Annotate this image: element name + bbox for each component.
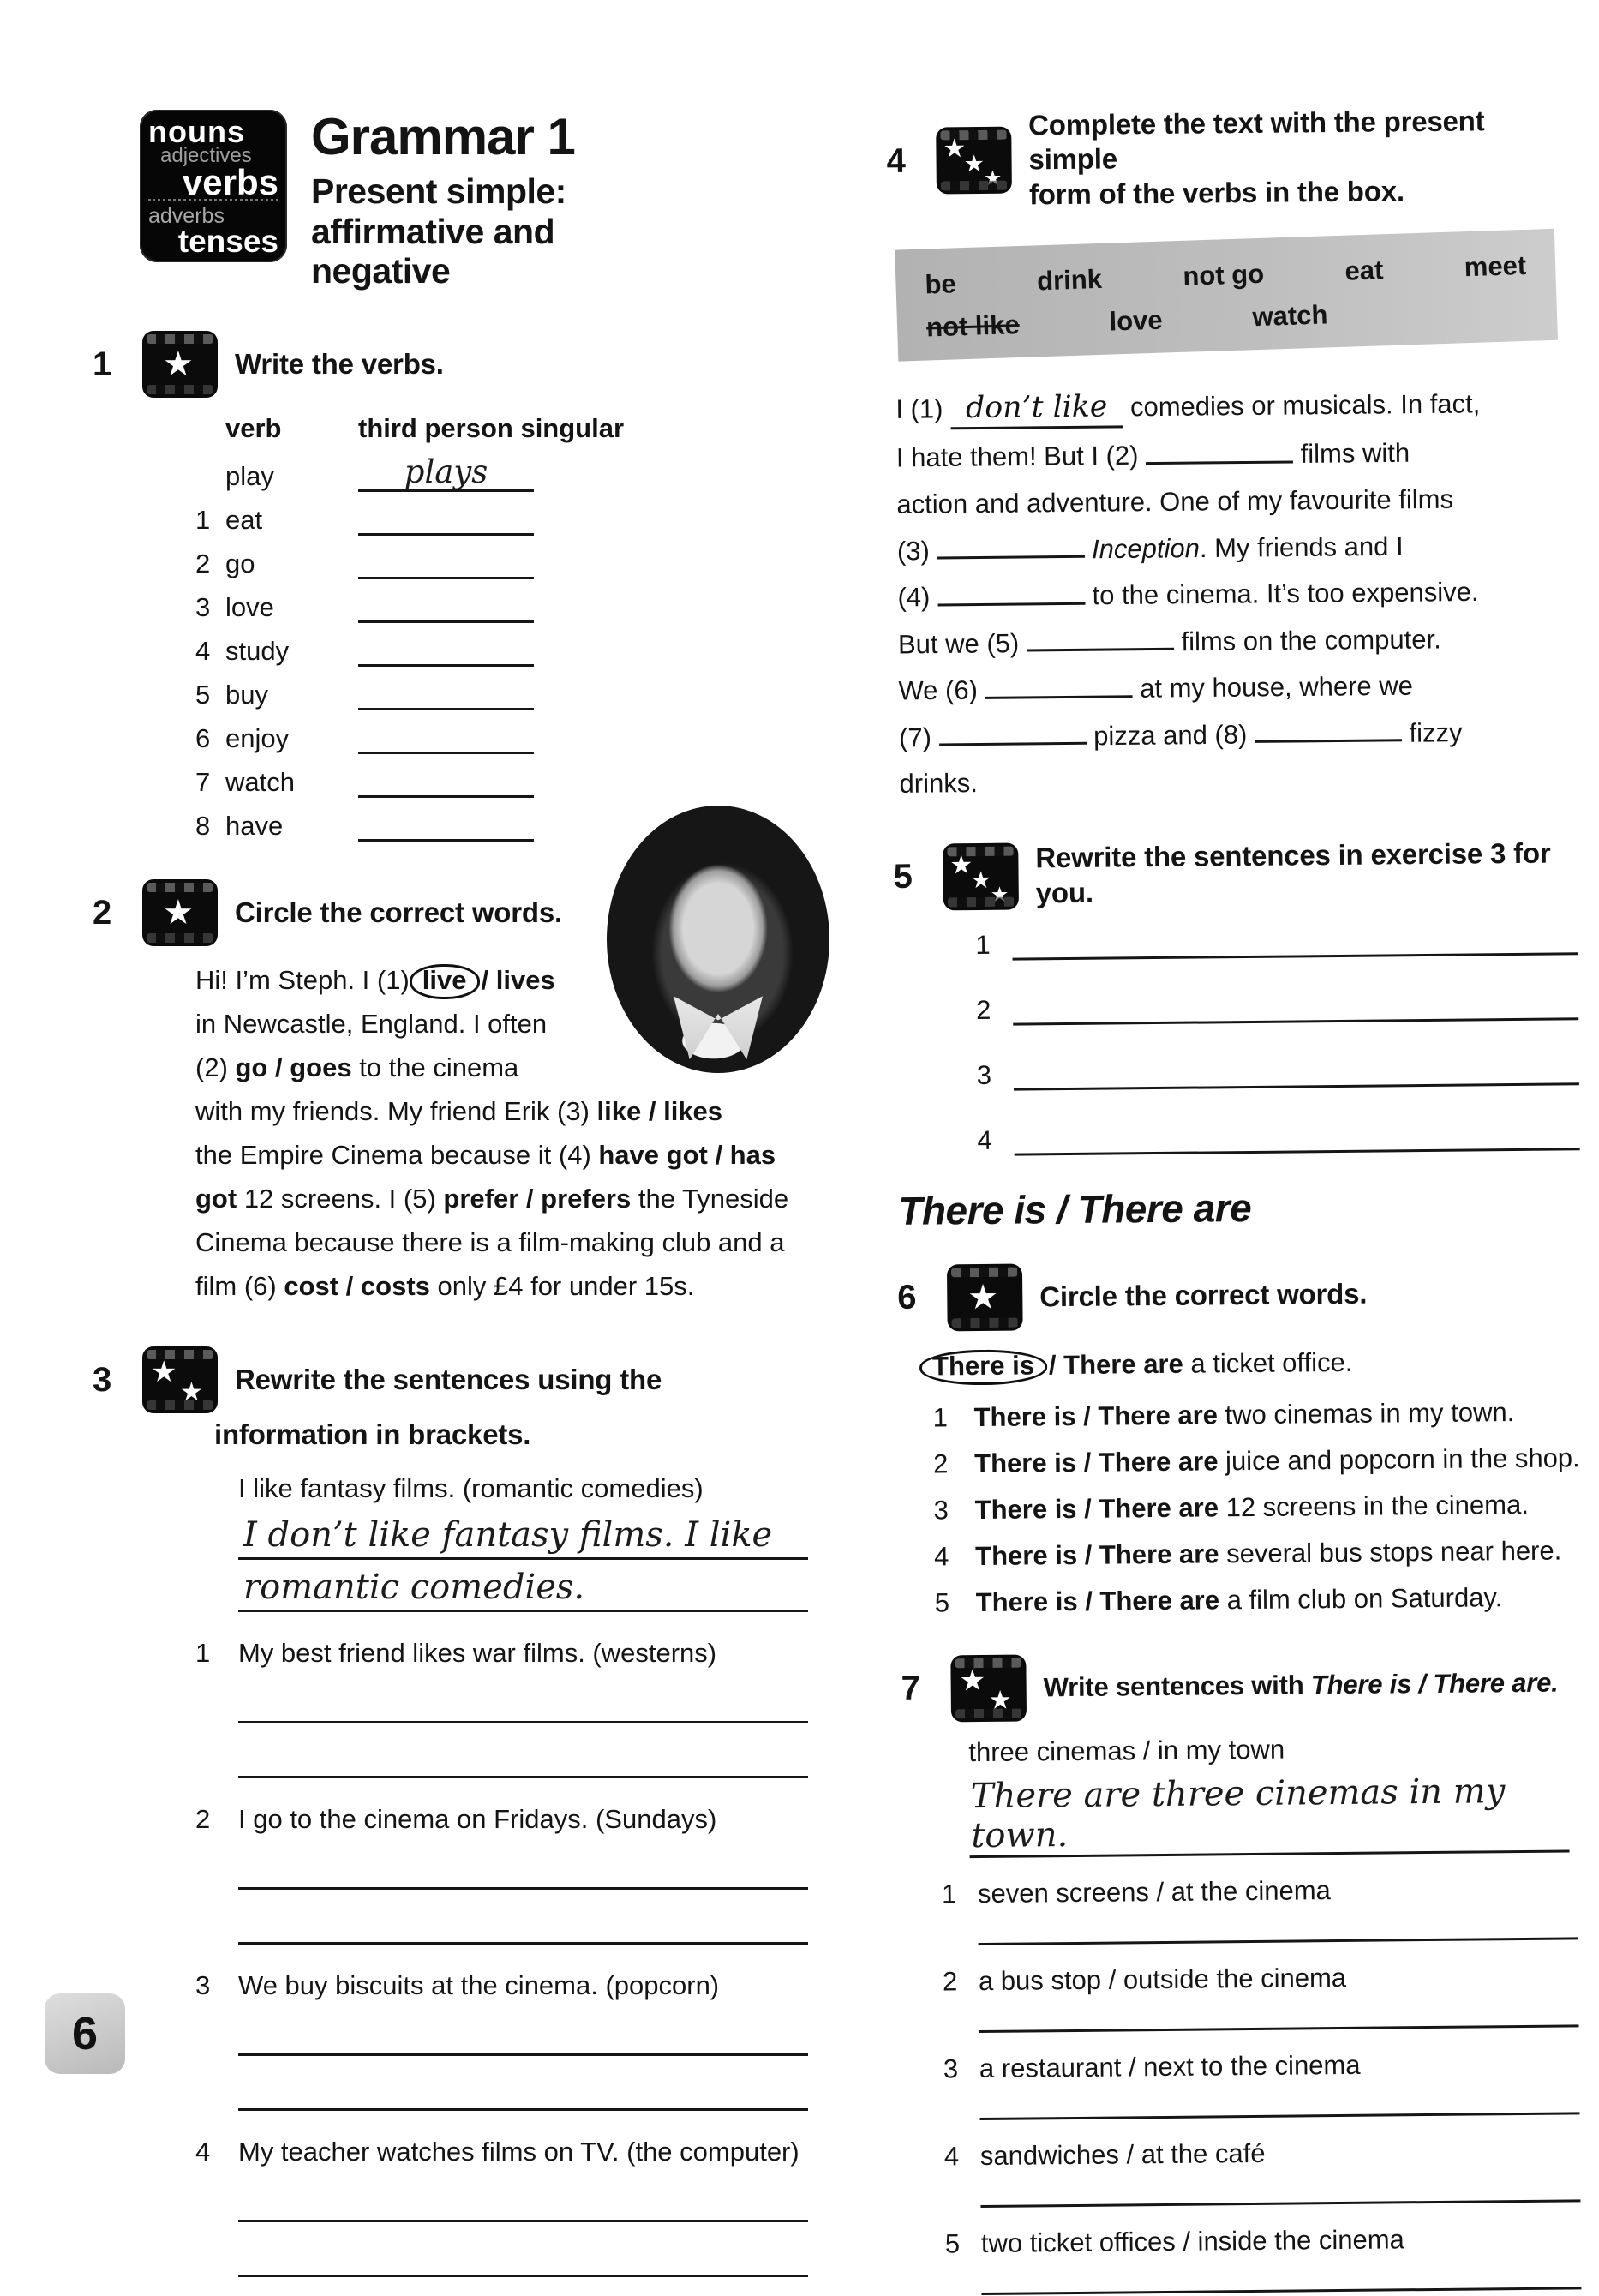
item-text: There is / There are a film club on Saturday.: [975, 1582, 1503, 1617]
logo-word: adjectives: [160, 144, 252, 168]
instruction-line: form of the verbs in the box.: [1028, 174, 1405, 210]
numbered-answer-row: [975, 920, 1586, 961]
answer-line-filled: plays: [358, 456, 534, 492]
column-header-verb: verb: [225, 413, 282, 444]
verb-cell: have: [225, 811, 284, 842]
exercise-7-header: [901, 1649, 1594, 1723]
handwritten-answer-line: I don’t like fantasy films. I like: [238, 1508, 808, 1560]
word-box-row: [926, 293, 1529, 344]
item-prompt: [195, 1804, 819, 1835]
item-number: 2: [942, 1965, 958, 1997]
text-line: film (6) cost / costs only £4 for under 15s.: [195, 1271, 695, 1302]
exercise-5: [893, 836, 1588, 1157]
exercise-instruction: Circle the correct words.: [1039, 1277, 1368, 1313]
exercise-instruction: Circle the correct words.: [235, 896, 562, 929]
item-prompt: [195, 1638, 819, 1669]
item-number: 2: [975, 994, 991, 1025]
instruction-line: Complete the text with the present simple: [1028, 105, 1485, 176]
logo-word: verbs: [182, 161, 278, 202]
item-prompt: [944, 2135, 1598, 2172]
numbered-answer-row: [977, 1051, 1588, 1091]
star-icon: [180, 1377, 203, 1407]
star-icon: [967, 1278, 998, 1317]
exercise-5-header: [893, 836, 1586, 912]
numbered-answer-row: [976, 986, 1587, 1026]
row-number: 5: [195, 680, 211, 710]
answer-line: [238, 1669, 808, 1723]
text-line: Cinema because there is a film-making club and a: [195, 1227, 785, 1258]
grammar-logo: [140, 110, 287, 262]
box-word: meet: [1464, 249, 1527, 282]
item-text: a bus stop / outside the cinema: [978, 1962, 1347, 1996]
table-row: [195, 590, 819, 623]
answer-line: [238, 1835, 808, 1890]
text-line: got 12 screens. I (5) prefer / prefers the Tyneside: [195, 1184, 789, 1214]
row-number: 2: [195, 549, 211, 579]
text-line: Hi! I’m Steph. I (1) live / lives: [195, 962, 819, 999]
item-number: 4: [934, 1541, 949, 1572]
text-line: I hate them! But I (2) films with: [896, 432, 1582, 477]
exercise-6-header: [897, 1258, 1590, 1332]
row-number: 3: [195, 592, 211, 623]
item-text: There is / There are two cinemas in my town.: [973, 1397, 1515, 1433]
answer-line: [358, 722, 534, 754]
item-text: There is / There are juice and popcorn in the shop.: [974, 1442, 1580, 1479]
answer-line: [980, 2191, 1580, 2208]
box-word: watch: [1251, 299, 1328, 332]
item-number: 1: [932, 1402, 949, 1433]
answer-line: [238, 2167, 808, 2222]
answer-line: [981, 2279, 1581, 2295]
column-header-third-person: third person singular: [358, 413, 625, 444]
row-number: 8: [195, 811, 211, 842]
exercise-2: [93, 879, 819, 1305]
item-text: We buy biscuits at the cinema. (popcorn): [238, 1970, 720, 2001]
answer-line: [358, 634, 534, 667]
steph-photo: [607, 806, 829, 1073]
box-word: be: [924, 268, 957, 300]
exercise-3-header: [93, 1346, 819, 1413]
box-word-used: not like: [925, 309, 1021, 343]
text-line: drinks.: [899, 768, 979, 800]
exercise-instruction: [1028, 103, 1579, 212]
exercise-number: 7: [901, 1669, 921, 1708]
row-number: 6: [195, 723, 211, 754]
item-number: 1: [975, 929, 991, 960]
exercise-4-text: [895, 381, 1585, 803]
answer-line: [358, 765, 534, 798]
answer-line: [1013, 986, 1578, 1025]
section-heading: There is / There are: [898, 1184, 1252, 1233]
answer-line: [238, 2056, 808, 2111]
text-line: I (1) don’t like comedies or musicals. In fact,: [895, 381, 1581, 430]
exercise-instruction: Write the verbs.: [235, 348, 444, 381]
item-text: sandwiches / at the café: [979, 2137, 1266, 2171]
exercise-6: [897, 1258, 1593, 1621]
item-number: 4: [195, 2137, 211, 2167]
table-row: [195, 634, 819, 667]
item-prompt: [942, 1873, 1596, 1909]
item-number: 5: [934, 1587, 950, 1618]
verb-cell: play: [225, 461, 274, 492]
item-text: There is / There are 12 screens in the cinema.: [974, 1490, 1529, 1526]
list-item: [935, 1579, 1593, 1621]
one-star-icon: [947, 1263, 1023, 1331]
box-word: eat: [1344, 255, 1384, 286]
example-sentence: There is / There are a ticket office.: [919, 1340, 1590, 1387]
text-line: in Newcastle, England. I often: [195, 1009, 548, 1040]
text-line: (4) to the cinema. It’s too expensive.: [897, 577, 1479, 613]
answer-line: [358, 547, 534, 579]
answer-line: [238, 2001, 808, 2056]
text-line: (7) pizza and (8) fizzy: [899, 712, 1584, 757]
page-header: [140, 110, 819, 291]
verb-cell: love: [225, 592, 274, 623]
answer-line: [978, 1929, 1578, 1945]
star-icon: [949, 850, 973, 880]
item-number: 5: [944, 2227, 961, 2259]
two-star-icon: [142, 1346, 218, 1413]
item-number: 3: [195, 1970, 211, 2001]
handwritten-answer-line: romantic comedies.: [238, 1560, 808, 1612]
exercise-number: 1: [93, 345, 112, 383]
star-icon: [970, 867, 991, 894]
star-icon: [991, 882, 1009, 907]
star-icon: [989, 1685, 1012, 1715]
verb-cell: study: [225, 636, 290, 667]
page-number-badge: [45, 1993, 125, 2074]
answer-line: [358, 503, 534, 536]
text-line: (3) Inception. My friends and I: [896, 531, 1404, 567]
item-prompt: [943, 2047, 1597, 2084]
row-number: 4: [195, 636, 211, 667]
logo-word: tenses: [177, 223, 278, 259]
star-icon: [151, 1355, 177, 1389]
one-star-icon: [142, 331, 218, 398]
list-item: [933, 1486, 1591, 1528]
box-word: drink: [1036, 263, 1103, 297]
exercise-instruction: Write sentences with There is / There are.: [1043, 1667, 1559, 1703]
item-number: 2: [933, 1448, 949, 1479]
exercise-1-header: [93, 331, 819, 398]
subtitle-line: negative: [311, 251, 451, 291]
verbs-table-header: [225, 413, 819, 444]
exercise-number: 5: [893, 857, 913, 896]
page-subtitle: [311, 171, 575, 291]
exercise-instruction: Rewrite the sentences in exercise 3 for you.: [1035, 837, 1551, 909]
page-columns: [93, 105, 1580, 2296]
exercise-7: [901, 1649, 1599, 2296]
logo-word: nouns: [148, 114, 245, 149]
answer-line: [238, 1890, 808, 1945]
table-row: [195, 503, 819, 536]
answer-line: [1014, 1051, 1579, 1090]
exercise-number: 4: [886, 141, 907, 180]
item-text: seven screens / at the cinema: [977, 1874, 1331, 1909]
exercise-number: 6: [897, 1279, 917, 1317]
exercise-instruction-line2: information in brackets.: [214, 1418, 531, 1451]
exercise-3-example: [238, 1470, 819, 1612]
logo-word: adverbs: [148, 199, 278, 226]
table-row: [195, 678, 819, 710]
handwritten-answer-line: There are three cinemas in my town.: [969, 1767, 1570, 1858]
star-icon: [163, 345, 194, 384]
row-number: 7: [195, 767, 211, 798]
item-number: 4: [943, 2140, 960, 2172]
table-row: [195, 547, 819, 579]
item-number: 3: [933, 1495, 949, 1526]
verb-word-box: [895, 229, 1558, 362]
answer-line: [238, 2222, 808, 2277]
exercise-instruction: Rewrite the sentences using the: [235, 1364, 662, 1396]
text-line: But we (5) films on the computer.: [897, 624, 1441, 660]
answer-line: [358, 809, 534, 842]
text-line: We (6) at my house, where we: [898, 670, 1414, 706]
item-number: 3: [976, 1059, 992, 1090]
verb-cell: enjoy: [225, 723, 290, 754]
verb-cell: eat: [225, 505, 263, 536]
box-word: not go: [1182, 258, 1265, 291]
item-number: 3: [943, 2053, 959, 2084]
word-box-row: [925, 250, 1527, 301]
item-prompt: [195, 2137, 819, 2167]
item-text: There is / There are several bus stops near here.: [975, 1535, 1562, 1572]
page-title: Grammar 1: [311, 108, 575, 165]
right-column: [886, 103, 1599, 2295]
item-text: My best friend likes war films. (westerns): [238, 1638, 717, 1669]
exercise-4: [886, 103, 1585, 803]
example-prompt: I like fantasy films. (romantic comedies): [238, 1473, 704, 1504]
three-star-icon: [936, 127, 1012, 195]
answer-line: [358, 590, 534, 623]
list-item: [932, 1394, 1590, 1436]
text-line: action and adventure. One of my favourite films: [896, 483, 1454, 519]
verb-cell: watch: [225, 767, 295, 798]
verb-cell: go: [225, 549, 255, 579]
text-line: (2) go / goes to the cinema: [195, 1052, 519, 1083]
list-item: [933, 1440, 1591, 1482]
item-prompt: [945, 2222, 1599, 2259]
item-text: I go to the cinema on Fridays. (Sundays): [238, 1804, 717, 1835]
star-icon: [163, 893, 194, 932]
numbered-answer-row: [977, 1116, 1588, 1156]
star-icon: [943, 134, 966, 164]
answer-line: [979, 2104, 1579, 2120]
exercise-3-items: [93, 1638, 819, 2277]
list-item: [934, 1532, 1592, 1574]
item-number: 1: [195, 1638, 211, 1669]
star-icon: [984, 166, 1003, 191]
exercise-7-example: [968, 1731, 1595, 1858]
text-line: the Empire Cinema because it (4) have got / has: [195, 1140, 776, 1171]
box-word: love: [1108, 304, 1164, 337]
example-prompt: three cinemas / in my town: [968, 1734, 1285, 1767]
item-text: My teacher watches films on TV. (the computer): [238, 2137, 800, 2167]
item-number: 4: [977, 1124, 992, 1155]
item-prompt: [943, 1960, 1596, 1997]
item-prompt: [195, 1970, 819, 2001]
one-star-icon: [142, 879, 218, 946]
answer-line: [1015, 1116, 1580, 1155]
three-star-icon: [943, 842, 1019, 910]
table-row-example: [195, 453, 819, 492]
subtitle-line: affirmative and: [311, 211, 555, 251]
exercise-4-header: [886, 103, 1579, 213]
answer-line: [979, 2017, 1578, 2033]
title-block: [311, 110, 575, 291]
table-row: [195, 765, 819, 798]
exercise-number: 3: [93, 1360, 112, 1399]
page-number: 6: [71, 2008, 99, 2059]
item-number: 1: [941, 1878, 957, 1909]
text-line: with my friends. My friend Erik (3) like / likes: [195, 1096, 723, 1127]
subtitle-line: Present simple:: [311, 171, 566, 211]
item-text: a restaurant / next to the cinema: [979, 2049, 1361, 2083]
answer-line: [1012, 920, 1578, 960]
item-number: 2: [195, 1804, 211, 1835]
star-icon: [963, 151, 985, 177]
exercise-1: [93, 331, 819, 842]
left-column: [93, 110, 819, 2296]
exercise-3: [93, 1346, 819, 2277]
item-text: two ticket offices / inside the cinema: [980, 2223, 1404, 2258]
answer-line: [238, 1723, 808, 1778]
answer-line: [358, 678, 534, 710]
star-icon: [959, 1664, 985, 1698]
verb-cell: buy: [225, 680, 268, 710]
two-star-icon: [950, 1654, 1027, 1722]
row-number: 1: [195, 505, 211, 536]
exercise-number: 2: [93, 893, 112, 932]
table-row: [195, 722, 819, 754]
